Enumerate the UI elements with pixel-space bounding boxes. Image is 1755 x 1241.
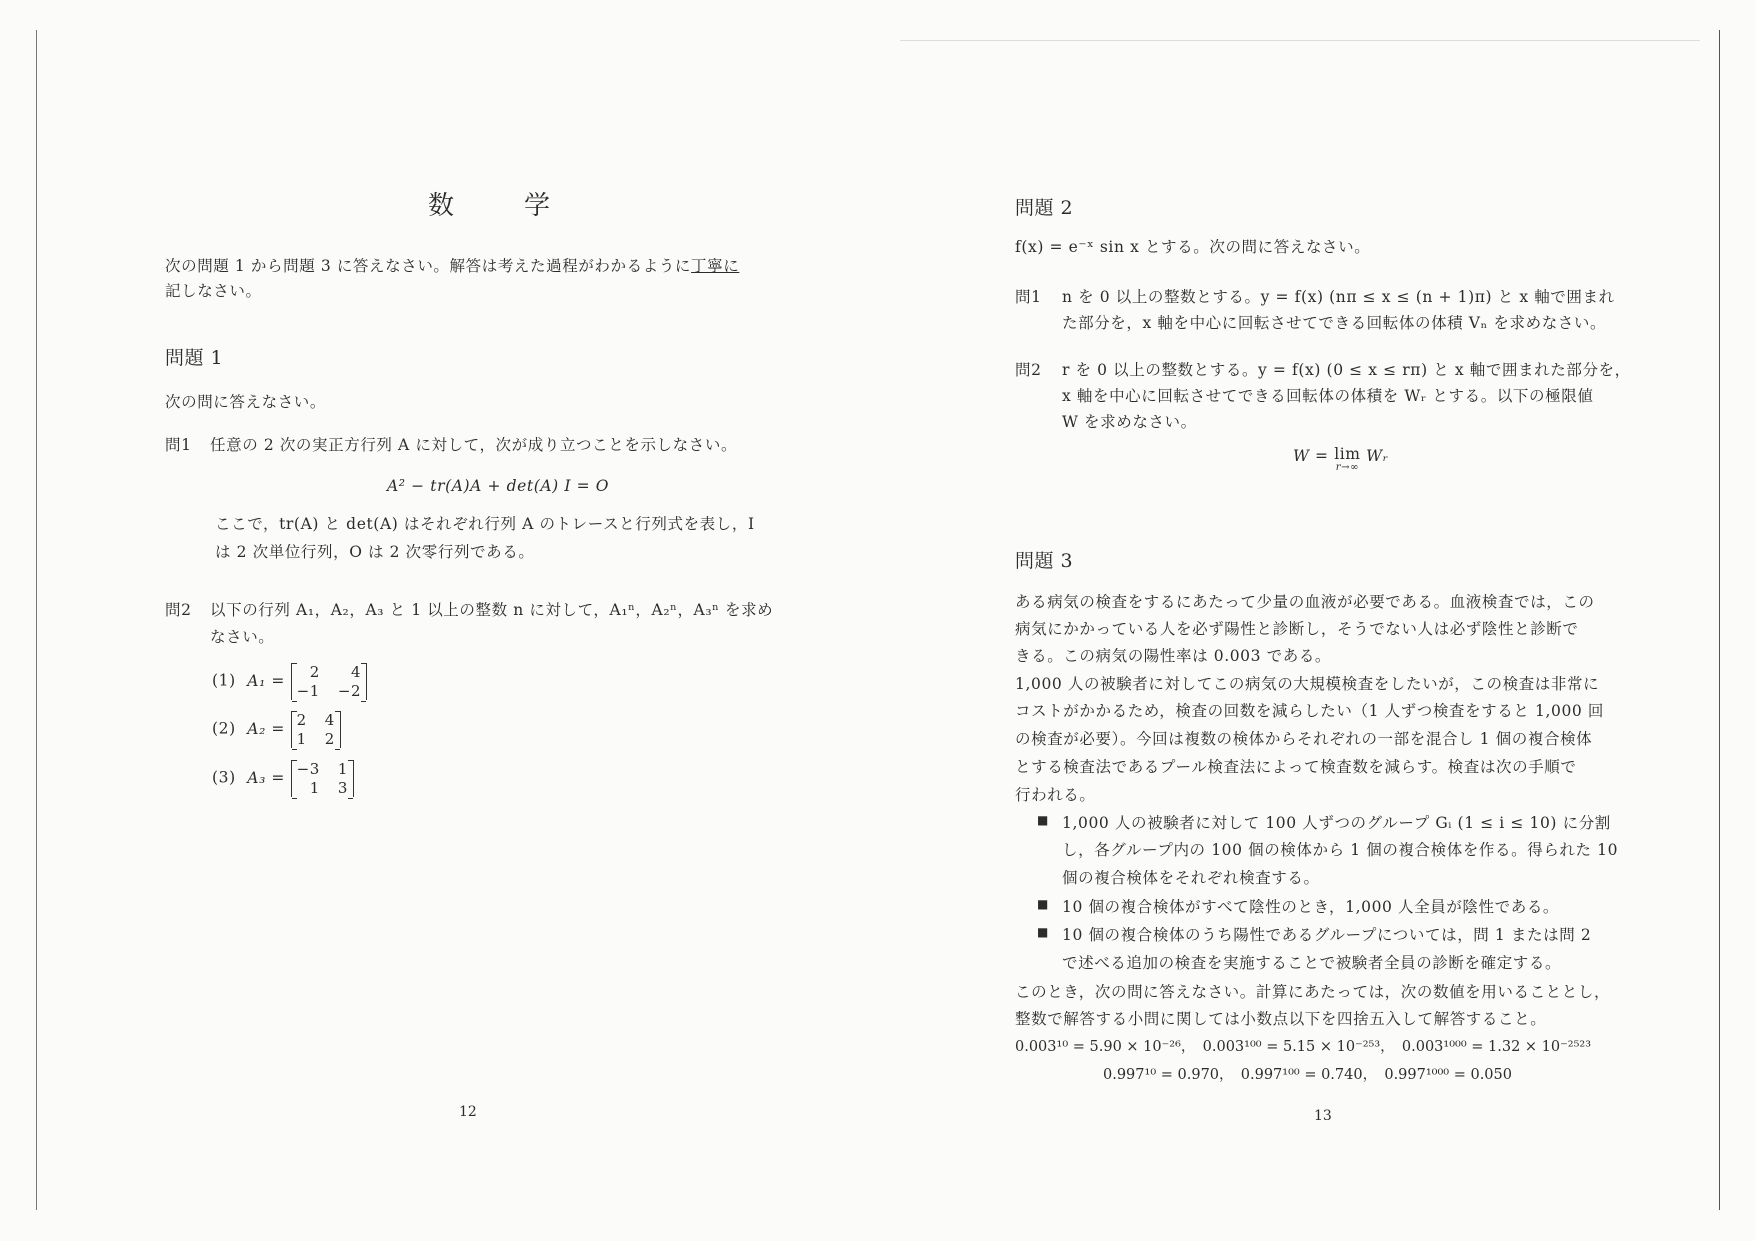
p2-q1-text-2: た部分を，x 軸を中心に回転させてできる回転体の体積 Vₙ を求めなさい。 [1062,314,1607,332]
limit-operator: lim r→∞ [1334,445,1361,473]
p3-line: 1,000 人の被験者に対してこの病気の大規模検査をしたいが，この検査は非常に [1015,675,1600,693]
q1-formula: A² − tr(A)A + det(A) I = O [387,477,610,495]
page-title: 数 学 [428,191,573,221]
bullet-3-line: で述べる追加の検査を実施することで被験者全員の診断を確定する。 [1062,954,1562,972]
p3-line: とする検査法であるプール検査法によって検査数を減らす。検査は次の手順で [1015,758,1577,776]
page-number-13: 13 [1314,1108,1332,1124]
p2-q2-text-3: W を求めなさい。 [1062,413,1197,431]
problem-2-lead: f(x) = e⁻ˣ sin x とする。次の問に答えなさい。 [1015,238,1371,256]
p2-q2-text-1: r を 0 以上の整数とする。y = f(x) (0 ≤ x ≤ rπ) と x 軸で囲まれた部分を， [1062,361,1631,379]
page-12 [0,0,877,1241]
bullet-2-marker: ■ [1037,897,1049,911]
bullet-3-line: 10 個の複合検体のうち陽性であるグループについては，問 1 または問 2 [1062,926,1592,944]
q1-note-1: ここで，tr(A) と det(A) はそれぞれ行列 A のトレースと行列式を表し，I [215,515,755,533]
bullet-1-line: 個の複合検体をそれぞれ検査する。 [1062,869,1320,887]
intro-line-1: 次の問題 1 から問題 3 に答えなさい。解答は考えた過程がわかるように丁寧に [165,257,740,275]
p2-q2-text-2: x 軸を中心に回転させてできる回転体の体積を Wᵣ とする。以下の極限値 [1062,387,1594,405]
q2-text-1: 以下の行列 A₁，A₂，A₃ と 1 以上の整数 n に対して，A₁ⁿ，A₂ⁿ，A₃ⁿ を求め [210,601,774,619]
p3-line: きる。この病気の陽性率は 0.003 である。 [1015,647,1332,665]
matrix-a3: −3 1 1 3 [291,760,354,797]
p3-line: ある病気の検査をするにあたって少量の血液が必要である。血液検査では，この [1015,593,1595,611]
bullet-3-marker: ■ [1037,925,1049,939]
q2-text-2: なさい。 [210,628,275,646]
problem-1-lead: 次の問に答えなさい。 [165,393,327,411]
values-line-2: 0.997¹⁰ = 0.970， 0.997¹⁰⁰ = 0.740， 0.997¹⁰⁰⁰ = 0.050 [1103,1067,1512,1083]
problem-3-heading: 問題 3 [1015,550,1074,572]
intro-underlined: 丁寧に [691,257,740,275]
bullet-1-marker: ■ [1037,813,1049,827]
q1-note-2: は 2 次単位行列，O は 2 次零行列である。 [215,543,535,561]
matrix-a2: 2 4 1 2 [291,711,341,748]
matrix-2-row: (2) A₂ = 2 4 1 2 [212,711,341,748]
problem-1-heading: 問題 1 [165,347,224,369]
closing-line: 整数で解答する小問に関しては小数点以下を四捨五入して解答すること。 [1015,1010,1547,1028]
page-13 [877,0,1755,1241]
q1-label: 問1 [165,436,192,454]
p2-q1-label: 問1 [1015,288,1042,306]
closing-line: このとき，次の問に答えなさい。計算にあたっては，次の数値を用いることとし， [1015,983,1611,1001]
bullet-1-line: し，各グループ内の 100 個の検体から 1 個の複合検体を作る。得られた 10 [1062,841,1619,859]
p2-q2-label: 問2 [1015,361,1042,379]
p3-line: 行われる。 [1015,786,1096,804]
values-line-1: 0.003¹⁰ = 5.90 × 10⁻²⁶， 0.003¹⁰⁰ = 5.15 × 10⁻²⁵³， 0.003¹⁰⁰⁰ = 1.32 × 10⁻²⁵²³ [1015,1039,1592,1055]
page-number-12: 12 [459,1104,477,1120]
q1-text: 任意の 2 次の実正方行列 A に対して，次が成り立つことを示しなさい。 [210,436,738,454]
intro-line-2: 記しなさい。 [165,282,262,300]
limit-formula: W = lim r→∞ Wᵣ [1293,445,1389,473]
matrix-a1: 2 4 −1 −2 [291,663,368,700]
p3-line: の検査が必要）。今回は複数の検体からそれぞれの一部を混合し 1 個の複合検体 [1015,730,1593,748]
problem-2-heading: 問題 2 [1015,197,1074,219]
p3-line: 病気にかかっている人を必ず陽性と診断し，そうでない人は必ず陰性と診断で [1015,620,1579,638]
matrix-1-row: (1) A₁ = 2 4 −1 −2 [212,663,367,700]
bullet-2-line: 10 個の複合検体がすべて陰性のとき，1,000 人全員が陰性である。 [1062,898,1560,916]
p3-line: コストがかかるため，検査の回数を減らしたい（1 人ずつ検査をすると 1,000 回 [1015,702,1604,720]
p2-q1-text-1: n を 0 以上の整数とする。y = f(x) (nπ ≤ x ≤ (n + 1)π) と x 軸で囲まれ [1062,288,1615,306]
matrix-3-row: (3) A₃ = −3 1 1 3 [212,760,354,797]
q2-label: 問2 [165,601,192,619]
bullet-1-line: 1,000 人の被験者に対して 100 人ずつのグループ Gᵢ (1 ≤ i ≤ 10) に分割 [1062,814,1611,832]
